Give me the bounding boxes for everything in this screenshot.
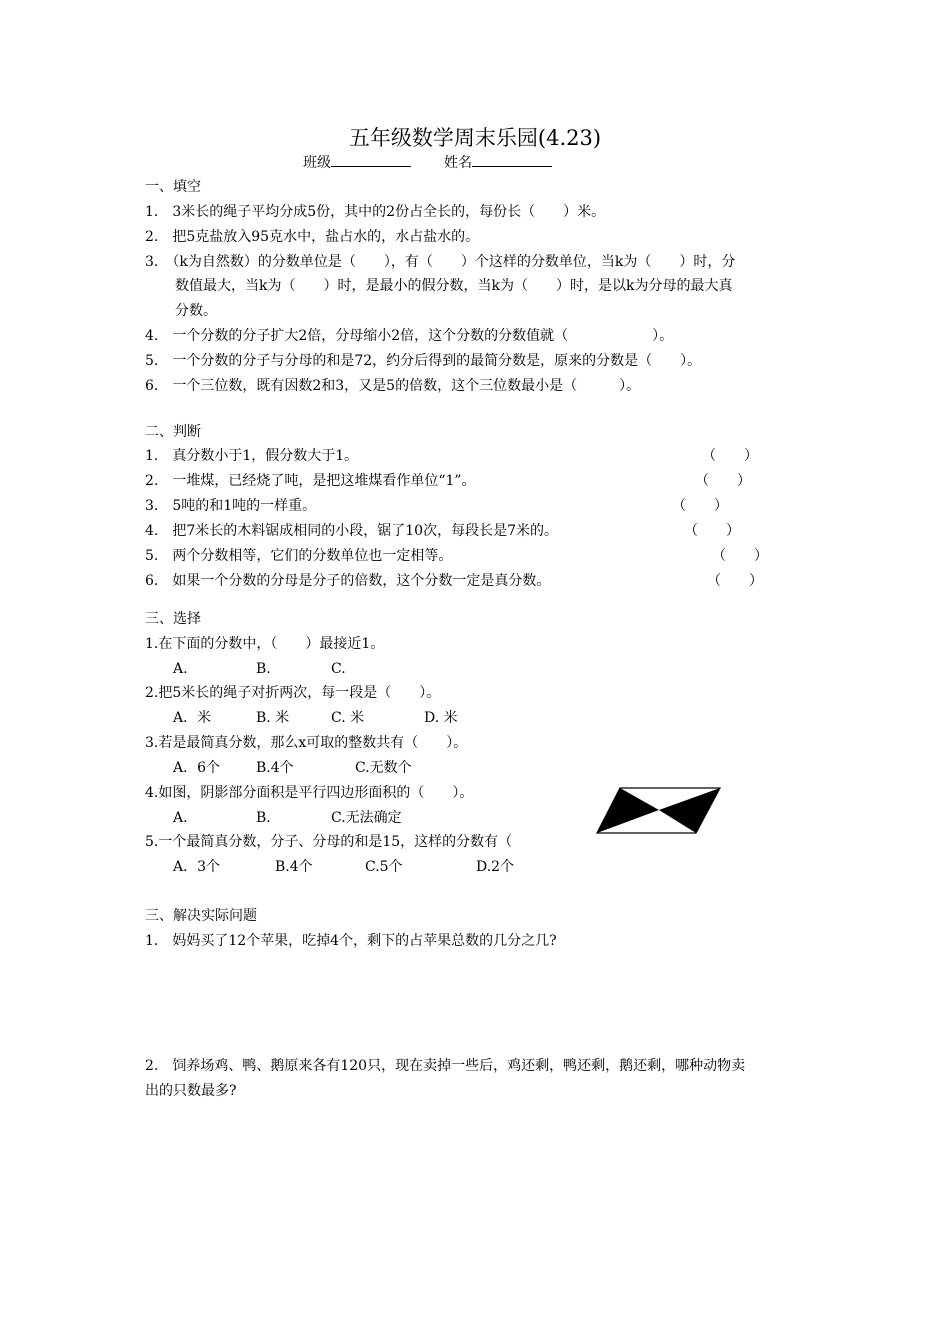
section-fill-heading: 一、填空 xyxy=(145,179,201,195)
choice-1-option-a[interactable]: A. xyxy=(173,661,188,677)
fill-question-1: 1. 3米长的绳子平均分成5份，其中的2份占全长的，每份长（ ）米。 xyxy=(145,204,606,220)
fill-question-5: 5. 一个分数的分子与分母的和是72，约分后得到的最简分数是，原来的分数是（ ）。 xyxy=(145,353,702,369)
problem-question-2: 2. 饲养场鸡、鸭、鹅原来各有120只，现在卖掉一些后，鸡还剩，鸭还剩，鹅还剩，哪种动物卖 xyxy=(145,1058,746,1074)
choice-question-5: 5.一个最简真分数，分子、分母的和是15，这样的分数有（ xyxy=(145,834,513,850)
name-label: 姓名 xyxy=(444,155,472,171)
choice-2-option-d[interactable]: D. 米 xyxy=(424,710,458,726)
choice-question-3: 3.若是最简真分数，那么x可取的整数共有（ ）。 xyxy=(145,735,468,751)
parallelogram-figure xyxy=(596,785,726,837)
judge-question-1: 1. 真分数小于1，假分数大于1。 xyxy=(145,448,359,464)
section-judge-heading: 二、判断 xyxy=(145,424,201,440)
judge-question-2: 2. 一堆煤，已经烧了吨，是把这堆煤看作单位“1”。 xyxy=(145,473,476,489)
choice-4-option-c[interactable]: C.无法确定 xyxy=(331,810,402,826)
judge-answer-4[interactable]: （ ） xyxy=(684,523,740,539)
choice-3-option-a[interactable]: A．6个 xyxy=(173,760,221,776)
choice-3-option-b[interactable]: B.4个 xyxy=(256,760,294,776)
judge-answer-5[interactable]: （ ） xyxy=(712,548,768,564)
name-blank[interactable] xyxy=(472,152,552,167)
judge-question-6: 6. 如果一个分数的分母是分子的倍数，这个分数一定是真分数。 xyxy=(145,573,551,589)
choice-1-option-b[interactable]: B. xyxy=(256,661,271,677)
choice-question-1: 1.在下面的分数中，（ ）最接近1。 xyxy=(145,636,385,652)
choice-2-option-b[interactable]: B. 米 xyxy=(256,710,290,726)
choice-4-option-a[interactable]: A. xyxy=(173,810,188,826)
choice-question-4: 4.如图，阴影部分面积是平行四边形面积的（ ）。 xyxy=(145,785,474,801)
choice-question-2: 2.把5米长的绳子对折两次，每一段是（ ）。 xyxy=(145,685,441,701)
choice-4-option-b[interactable]: B. xyxy=(256,810,271,826)
judge-answer-1[interactable]: （ ） xyxy=(702,448,758,464)
section-choice-heading: 三、选择 xyxy=(145,611,201,627)
choice-5-option-d[interactable]: D.2个 xyxy=(476,859,515,875)
problem-question-2-cont: 出的只数最多? xyxy=(145,1083,237,1099)
choice-3-option-c[interactable]: C.无数个 xyxy=(355,760,412,776)
page-title: 五年级数学周末乐园(4.23) xyxy=(348,126,602,150)
fill-question-3-cont: 数值最大，当k为（ ）时，是最小的假分数，当k为（ ）时，是以k为分母的最大真 xyxy=(175,278,733,294)
choice-1-option-c[interactable]: C. xyxy=(331,661,346,677)
fill-question-2: 2. 把5克盐放入95克水中，盐占水的，水占盐水的。 xyxy=(145,229,480,245)
judge-question-4: 4. 把7米长的木料锯成相同的小段，锯了10次，每段长是7米的。 xyxy=(145,523,558,539)
judge-question-5: 5. 两个分数相等，它们的分数单位也一定相等。 xyxy=(145,548,453,564)
fill-question-6: 6. 一个三位数，既有因数2和3，又是5的倍数，这个三位数最小是（ ）。 xyxy=(145,378,641,394)
judge-answer-2[interactable]: （ ） xyxy=(695,473,751,489)
choice-2-option-a[interactable]: A．米 xyxy=(173,710,212,726)
fill-question-4: 4. 一个分数的分子扩大2倍，分母缩小2倍，这个分数的分数值就（ ）。 xyxy=(145,328,674,344)
class-label: 班级 xyxy=(303,155,331,171)
judge-answer-6[interactable]: （ ） xyxy=(707,573,763,589)
problem-question-1: 1. 妈妈买了12个苹果，吃掉4个，剩下的占苹果总数的几分之几? xyxy=(145,933,557,949)
choice-5-option-b[interactable]: B.4个 xyxy=(275,859,313,875)
fill-question-3-cont2: 分数。 xyxy=(175,303,217,319)
class-blank[interactable] xyxy=(331,152,411,167)
choice-5-option-c[interactable]: C.5个 xyxy=(365,859,403,875)
judge-answer-3[interactable]: （ ） xyxy=(672,498,728,514)
section-problem-heading: 三、解决实际问题 xyxy=(145,908,257,924)
judge-question-3: 3. 5吨的和1吨的一样重。 xyxy=(145,498,317,514)
choice-2-option-c[interactable]: C. 米 xyxy=(331,710,365,726)
fill-question-3: 3. （k为自然数）的分数单位是（ ），有（ ）个这样的分数单位，当k为（ ）时，分 xyxy=(145,254,736,270)
student-info-row xyxy=(303,152,552,172)
choice-5-option-a[interactable]: A．3个 xyxy=(173,859,221,875)
